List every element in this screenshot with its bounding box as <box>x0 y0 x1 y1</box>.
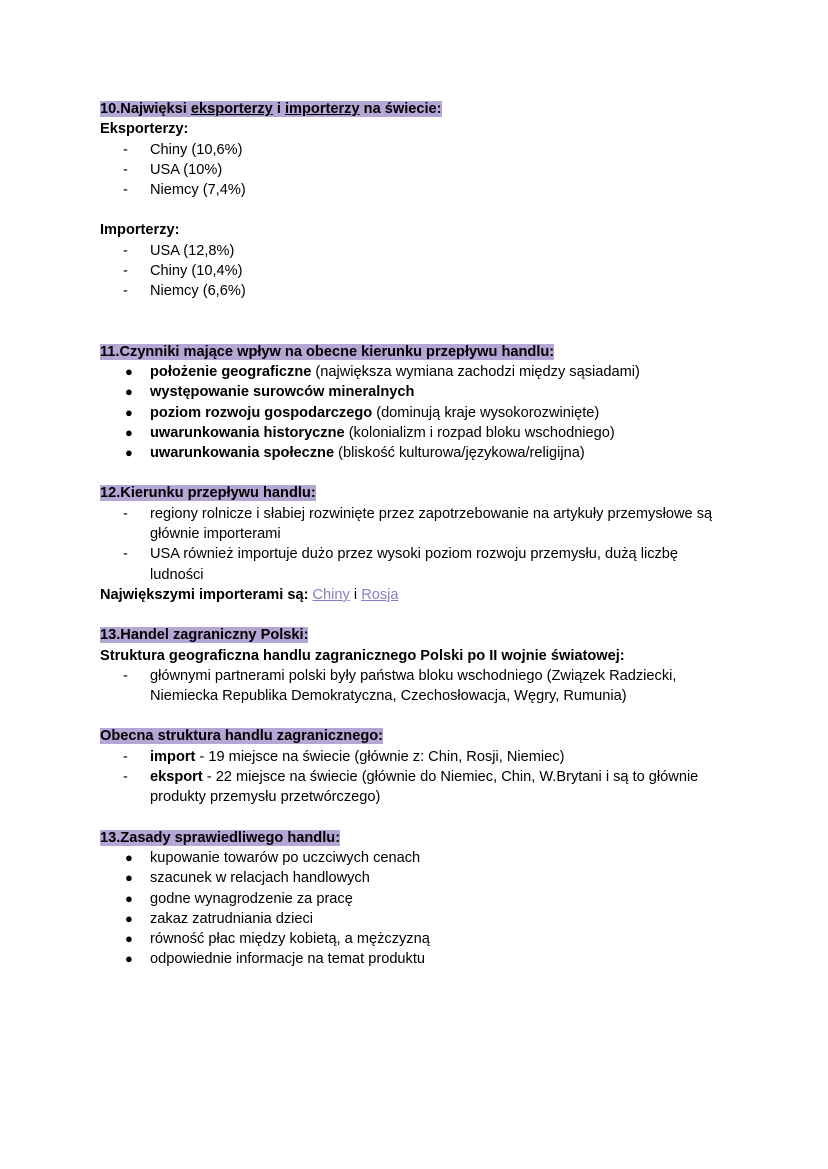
list-item: - eksport - 22 miejsce na świecie (głównie do Niemiec, Chin, W.Brytani i są to głównie produkty przemysłu przetwórczego) <box>123 769 699 806</box>
list-item: ● uwarunkowania historyczne (kolonializm i rozpad bloku wschodniego) <box>125 424 615 441</box>
list-item: ● szacunek w relacjach handlowych <box>125 870 370 887</box>
list-item: - USA (10%) <box>123 161 223 178</box>
exporters-label: Eksporterzy: <box>100 121 189 138</box>
list-item: ● uwarunkowania społeczne (bliskość kulturowa/językowa/religijna) <box>125 445 585 462</box>
list-item: ● zakaz zatrudniania dzieci <box>125 910 314 927</box>
importers-label: Importerzy: <box>100 222 180 239</box>
section-11-heading: 11.Czynniki mające wpływ na obecne kierunku przepływu handlu: <box>100 343 555 360</box>
list-item: ● położenie geograficzne (największa wymiana zachodzi między sąsiadami) <box>125 363 640 380</box>
link-rosja[interactable]: Rosja <box>361 586 399 603</box>
largest-importers: Największymi importerami są: Chiny i Rosja <box>100 586 399 603</box>
postwar-list <box>100 666 740 707</box>
importers-list <box>100 241 740 302</box>
list-item: ● równość płac między kobietą, a mężczyzną <box>125 931 430 948</box>
list-item: - import - 19 miejsce na świecie (głównie z: Chin, Rosji, Niemiec) <box>123 748 565 765</box>
list-item: - Chiny (10,6%) <box>123 141 243 158</box>
section-13-heading: 13.Handel zagraniczny Polski: <box>100 627 309 644</box>
document-content <box>100 99 740 970</box>
list-item: ● kupowanie towarów po uczciwych cenach <box>125 849 421 866</box>
list-item: - regiony rolnicze i słabiej rozwinięte przez zapotrzebowanie na artykuły przemysłowe są głównie importerami <box>123 505 713 543</box>
current-structure-list <box>100 747 740 808</box>
list-item: - Chiny (10,4%) <box>123 263 243 280</box>
fair-trade-list <box>100 848 740 970</box>
list-item: - Niemcy (7,4%) <box>123 182 246 199</box>
list-item: ● występowanie surowców mineralnych <box>125 384 415 401</box>
directions-list <box>100 504 740 585</box>
section-12-heading: 12.Kierunku przepływu handlu: <box>100 485 316 502</box>
list-item: ● godne wynagrodzenie za pracę <box>125 890 353 907</box>
list-item: - USA również importuje dużo przez wysoki poziom rozwoju przemysłu, dużą liczbę ludności <box>123 546 679 583</box>
current-structure-heading: Obecna struktura handlu zagranicznego: <box>100 728 384 745</box>
fair-trade-heading: 13.Zasady sprawiedliwego handlu: <box>100 829 341 846</box>
list-item: - głównymi partnerami polski były państwa bloku wschodniego (Związek Radziecki, Niemiecka Republika Demokratyczna, Czechosłowacja, Węgry, Rumunia) <box>123 667 677 705</box>
link-chiny[interactable]: Chiny <box>312 586 350 603</box>
list-item: ● poziom rozwoju gospodarczego (dominują kraje wysokorozwinięte) <box>125 404 600 421</box>
factors-list <box>100 362 740 463</box>
section-10-heading: 10.Najwięksi eksporterzy i importerzy na świecie: <box>100 101 442 117</box>
postwar-structure-subheading: Struktura geograficzna handlu zagranicznego Polski po II wojnie światowej: <box>100 647 625 664</box>
exporters-list <box>100 140 740 201</box>
list-item: - Niemcy (6,6%) <box>123 283 246 300</box>
list-item: - USA (12,8%) <box>123 242 235 259</box>
list-item: ● odpowiednie informacje na temat produktu <box>125 951 426 968</box>
